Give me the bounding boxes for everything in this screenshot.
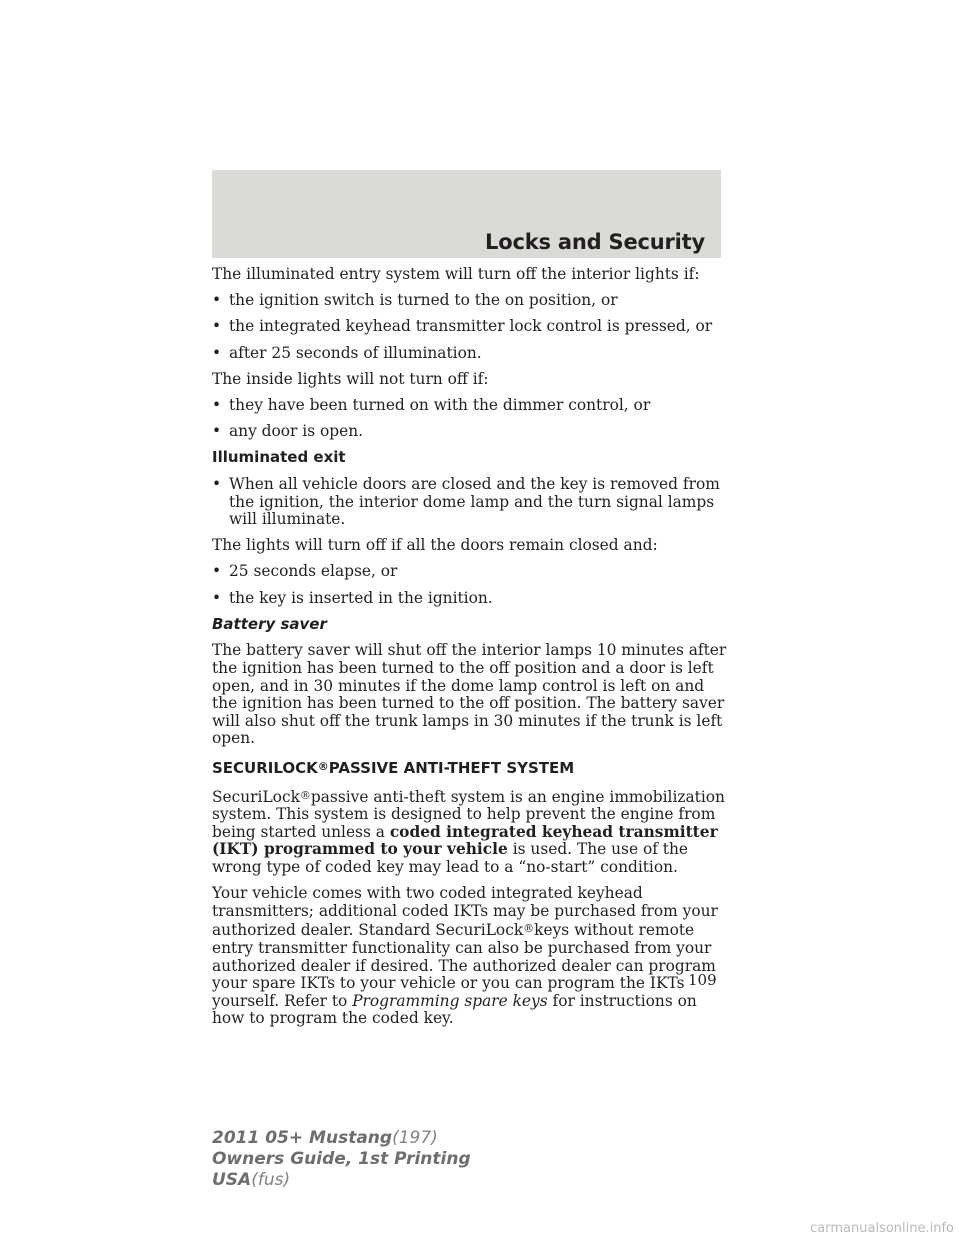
footer-market-code: (fus) <box>251 1170 291 1190</box>
italic-reference: Programming spare keys <box>352 991 548 1010</box>
list-item: • the ignition switch is turned to the on position, or <box>212 292 732 310</box>
list-item: • any door is open. <box>212 423 732 441</box>
list-item: • 25 seconds elapse, or <box>212 563 732 581</box>
footer-line: Owners Guide, 1st Printing <box>212 1149 471 1169</box>
footer-line <box>212 1128 471 1149</box>
footer-model: 2011 05+ Mustang <box>212 1128 393 1148</box>
paragraph: The battery saver will shut off the interior lamps 10 minutes after the ignition has been turned to the off position and a door is left open, and in 30 minutes if the dome lamp control is left on and the ignition has been turned to the off position. The battery saver will also shut off the trunk lamps in 30 minutes if the trunk is left open. <box>212 641 727 748</box>
page-number: 109 <box>688 971 717 989</box>
section-title: Locks and Security <box>485 230 705 254</box>
registered-mark: ® <box>317 760 329 773</box>
watermark: carmanualsonline.info <box>810 1221 954 1236</box>
text-run: keys without remote entry transmitter functionality can also be purchased from your authorized dealer if desired. The authorized dealer can program your spare IKTs to your vehicle or you can program the IKTs yourself. Refer to <box>212 921 716 1010</box>
text-run: Your vehicle comes with two coded integrated keyhead transmitters; additional coded IKTs may be purchased from your authorized dealer. Standard SecuriLock <box>212 884 718 940</box>
paragraph <box>212 787 732 877</box>
list-item: • they have been turned on with the dimmer control, or <box>212 397 732 415</box>
securilock-heading <box>212 758 732 778</box>
paragraph: The illuminated entry system will turn off the interior lights if: <box>212 265 700 283</box>
page-content <box>212 266 732 1037</box>
heading-part: PASSIVE ANTI-THEFT SYSTEM <box>328 759 575 777</box>
footer-market: USA <box>212 1170 252 1190</box>
footer-line <box>212 1170 471 1191</box>
header-band <box>212 170 721 258</box>
text-run: passive anti-theft system is an engine immobilization system. This system is designed to help prevent the engine from being started unless a <box>212 787 725 841</box>
registered-mark: ® <box>299 788 311 802</box>
paragraph: The inside lights will not turn off if: <box>212 369 489 388</box>
text-run: SecuriLock <box>212 787 300 806</box>
list-item: • the integrated keyhead transmitter lock control is pressed, or <box>212 318 732 336</box>
registered-mark: ® <box>523 922 535 936</box>
footer <box>212 1128 471 1191</box>
illuminated-exit-heading: Illuminated exit <box>212 448 346 467</box>
text-run: for instructions on how to program the coded key. <box>212 991 697 1028</box>
list-item: • When all vehicle doors are closed and the key is removed from the ignition, the interior dome lamp and the turn signal lamps will illuminate. <box>212 476 732 529</box>
footer-code: (197) <box>392 1128 438 1148</box>
text-run: is used. The use of the wrong type of coded key may lead to a “no-start” condition. <box>212 840 689 876</box>
paragraph <box>212 885 732 1028</box>
list-item: • after 25 seconds of illumination. <box>212 345 732 363</box>
battery-saver-heading: Battery saver <box>212 614 327 633</box>
list-item: • the key is inserted in the ignition. <box>212 590 732 608</box>
paragraph: The lights will turn off if all the doors remain closed and: <box>212 536 658 555</box>
bold-text: coded integrated keyhead transmitter (IKT) programmed to your vehicle <box>212 822 718 859</box>
heading-part: SECURILOCK <box>212 759 318 777</box>
